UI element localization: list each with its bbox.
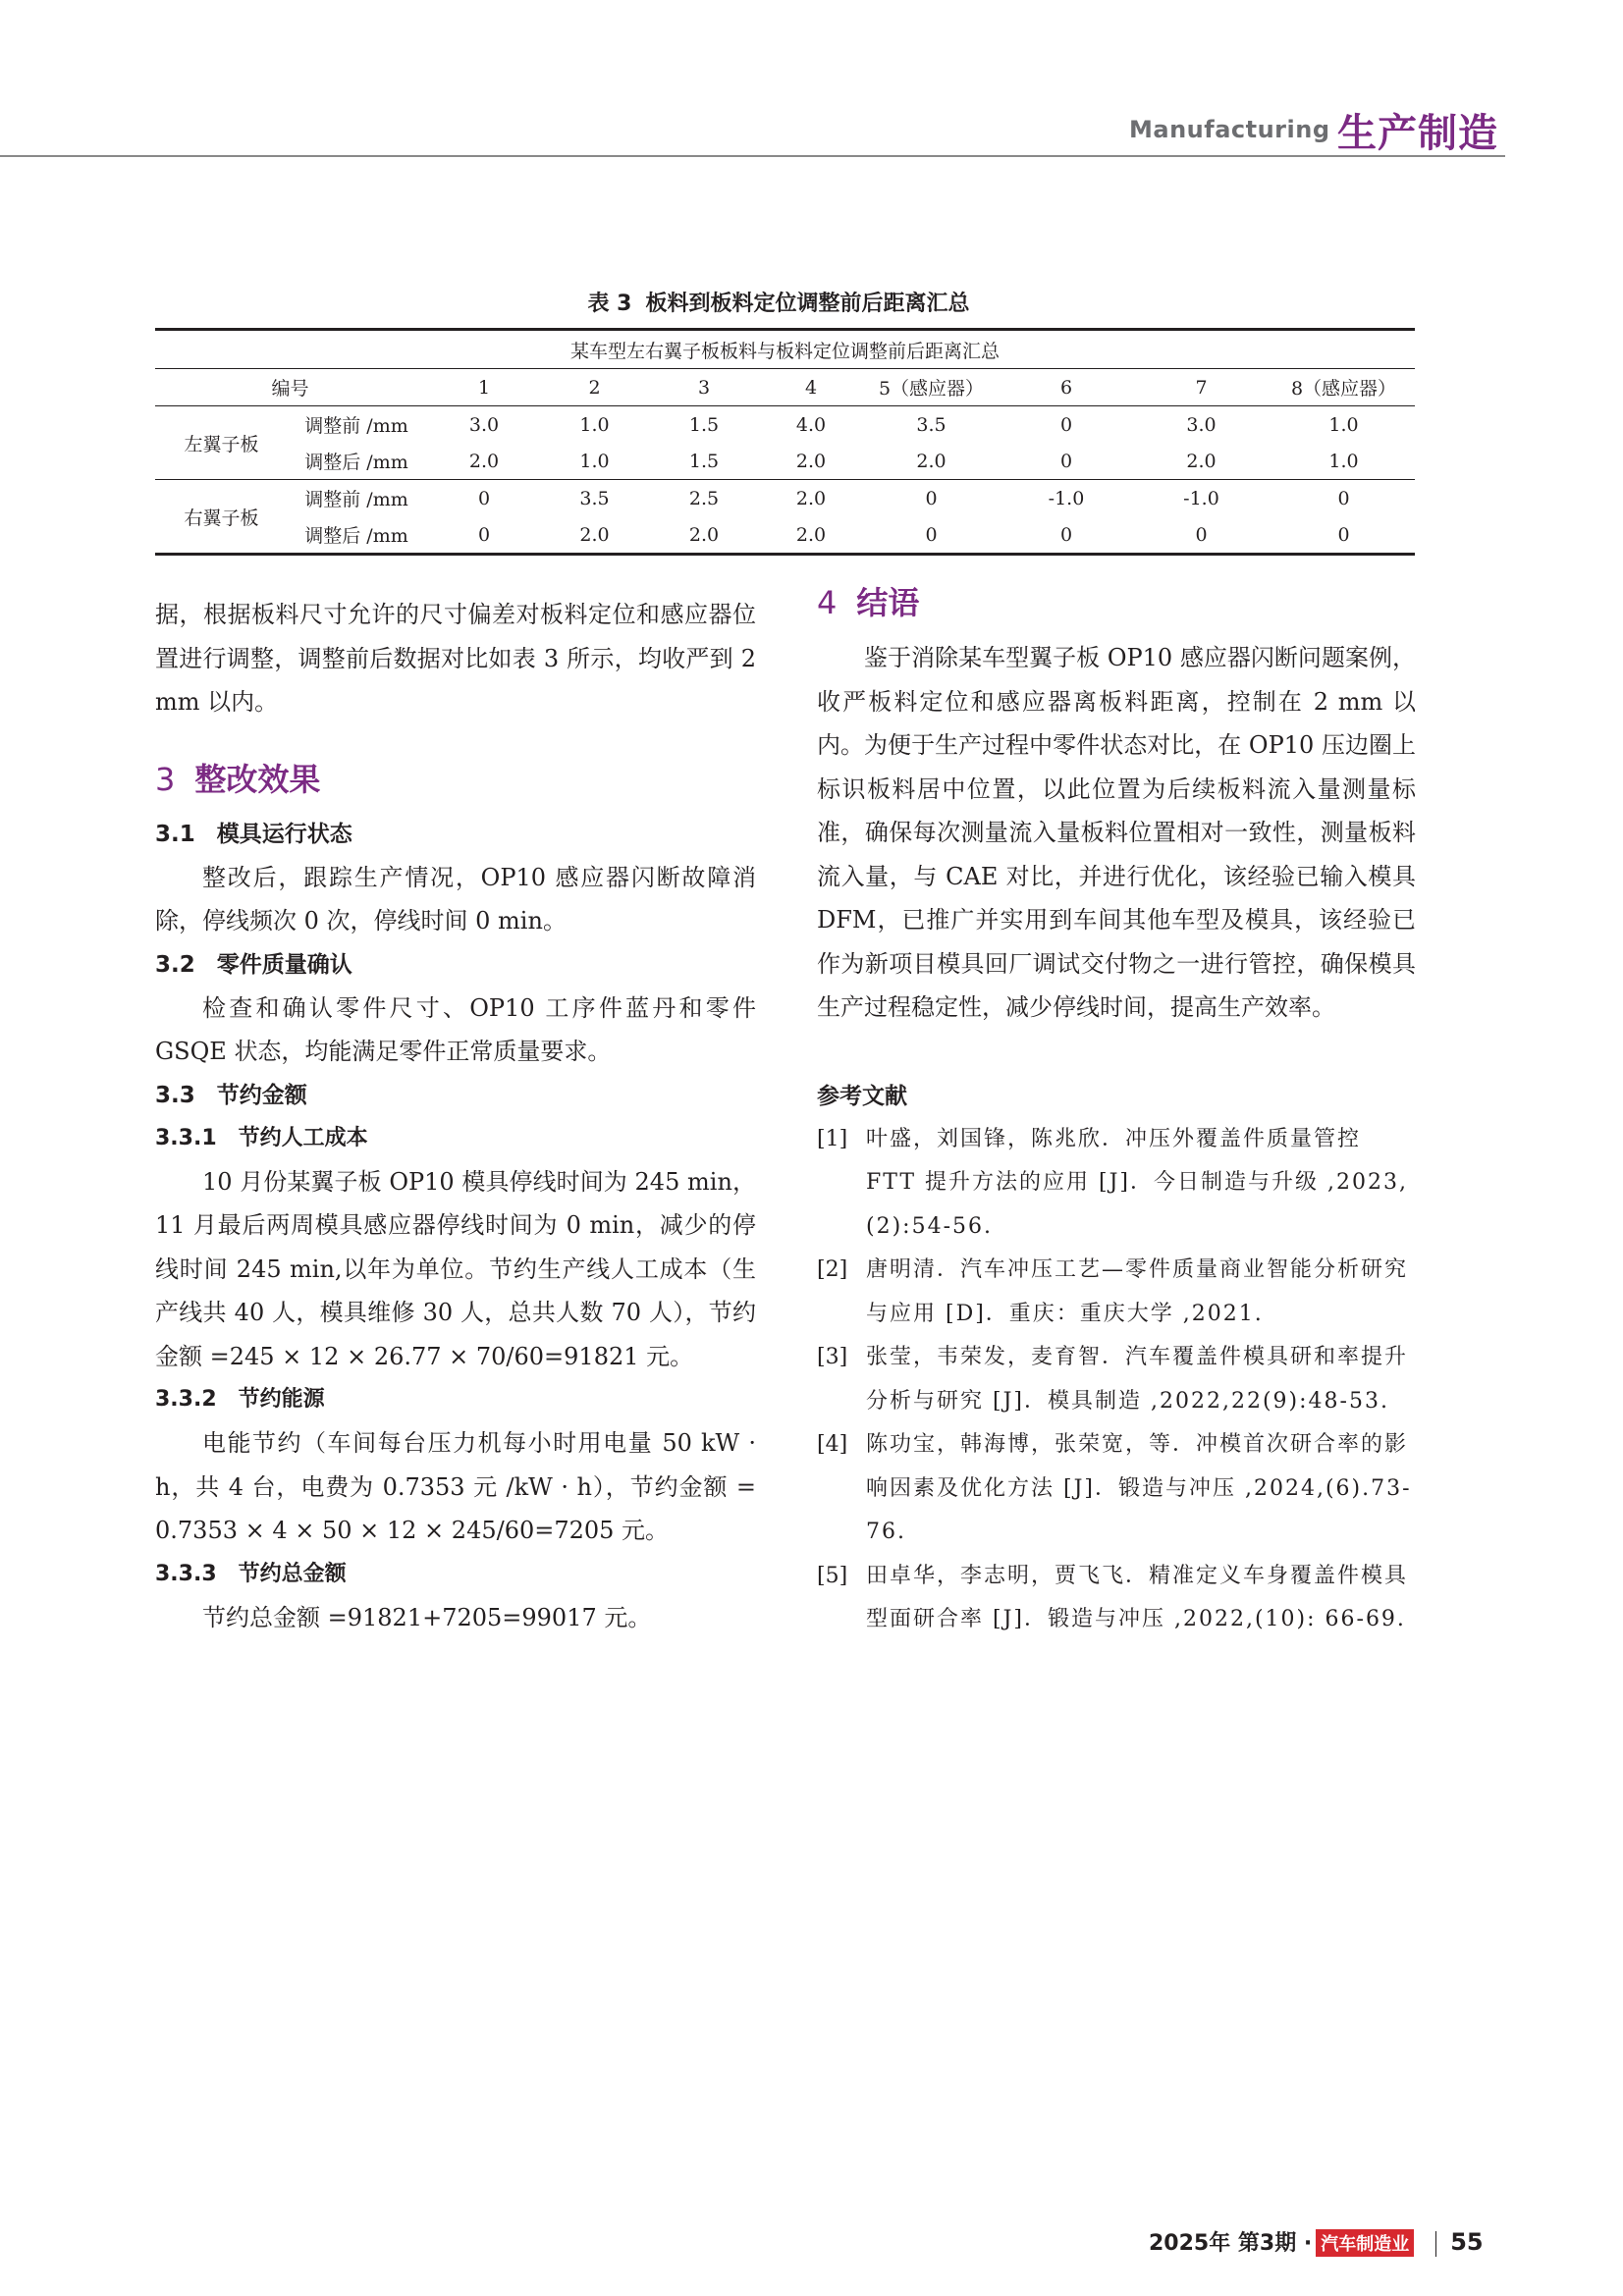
references-heading: 参考文献 [817, 1083, 907, 1109]
subsection-heading: 3.2 零件质量确认 [155, 951, 352, 978]
table-row [155, 480, 1415, 517]
subsection-heading: 3.3 节约金额 [155, 1082, 307, 1108]
section-name-cn: 生产制造 [1337, 111, 1498, 156]
issue-info: 2025年 第3期 · [1149, 2231, 1313, 2256]
table-caption [0, 287, 1571, 317]
subsection-heading: 3.1 模具运行状态 [155, 821, 352, 847]
table-cell: 0 [925, 487, 938, 509]
row-label: 调整后 /mm [288, 443, 425, 480]
table-cell: 1.5 [688, 413, 720, 436]
table-cell: 0 [1059, 413, 1073, 436]
table-cell: 2.0 [1130, 443, 1272, 480]
table-cell: 2.0 [860, 443, 1002, 480]
magazine-logo: 汽车制造业 [1316, 2229, 1414, 2257]
group-label: 左翼子板 [155, 406, 288, 480]
subsubsection-heading: 3.3.3 节约总金额 [155, 1561, 347, 1586]
page-footer [1149, 2226, 1484, 2257]
table-row [155, 443, 1415, 480]
paragraph: 据，根据板料尺寸允许的尺寸偏差对板料定位和感应器位置进行调整，调整前后数据对比如表 3 所示，均收严到 2 mm 以内。 [155, 601, 756, 716]
section-heading: 4 结语 [817, 584, 920, 621]
table-cell: 0 [1337, 487, 1350, 509]
paragraph: 整改后，跟踪生产情况，OP10 感应器闪断故障消除，停线频次 0 次，停线时间 0 min。 [155, 863, 756, 934]
col-header: 5（感应器） [860, 369, 1002, 406]
table-cell: 2.5 [688, 487, 720, 509]
table-span-title-row [155, 330, 1415, 369]
table-row [155, 516, 1415, 555]
left-column [155, 593, 756, 1639]
subsubsection-heading: 3.3.2 节约能源 [155, 1387, 325, 1412]
paragraph: 节约总金额 =91821+7205=99017 元。 [202, 1603, 652, 1631]
group-label: 右翼子板 [155, 480, 288, 555]
col-header: 1 [425, 369, 543, 406]
table-cell: -1.0 [1048, 487, 1085, 509]
footer-divider [1435, 2231, 1436, 2257]
table-cell: -1.0 [1183, 487, 1219, 509]
page-number: 55 [1450, 2228, 1484, 2256]
table-cell: 3.5 [579, 487, 610, 509]
reference-item: [4] 陈功宝，韩海博，张荣宽，等．冲模首次研合率的影响因素及优化方法 [J]．锻造与冲压 ,2024,(6).73-76. [817, 1432, 1412, 1544]
table-cell: 1.0 [543, 443, 646, 480]
table-cell: 3.5 [916, 413, 947, 436]
table-cell: 2.0 [762, 516, 860, 555]
table-cell: 2.0 [425, 443, 543, 480]
row-label: 调整后 /mm [288, 516, 425, 555]
table-cell: 3.0 [468, 413, 500, 436]
table-row [155, 406, 1415, 444]
table-cell: 3.0 [1186, 413, 1217, 436]
paragraph: 电能节约（车间每台压力机每小时用电量 50 kW · h，共 4 台，电费为 0.7353 元 /kW · h），节约金额 = 0.7353 × 4 × 50 × 12 × 245/60=7205 元。 [155, 1429, 756, 1544]
col-header: 6 [1002, 369, 1130, 406]
table-cell: 0 [1272, 516, 1415, 555]
section-heading: 3 整改效果 [155, 760, 321, 798]
col-header: 8（感应器） [1272, 369, 1415, 406]
table-cell: 1.0 [579, 413, 610, 436]
table-cell: 0 [1002, 516, 1130, 555]
col-header: 3 [646, 369, 762, 406]
paragraph: 鉴于消除某车型翼子板 OP10 感应器闪断问题案例，收严板料定位和感应器离板料距离，控制在 2 mm 以内。为便于生产过程中零件状态对比，在 OP10 压边圈上标识板料居中位置，以此位置为后续板料流入量测量标准，确保每次测量流入量板料位置相对一致性，测量板料流入量，与 CAE 对比，并进行优化，该经验已输入模具 DFM，已推广并实用到车间其他车型及模具，该经验已作为新项目模具回厂调试交付物之一进行管控，确保模具生产过程稳定性，减少停线时间，提高生产效率。 [817, 644, 1416, 1021]
col-header: 4 [762, 369, 860, 406]
table-cell: 0 [477, 487, 491, 509]
table-header-row [155, 369, 1415, 406]
table-cell: 0 [860, 516, 1002, 555]
distance-table [155, 328, 1415, 556]
row-label: 调整前 /mm [304, 489, 408, 510]
table-cell: 4.0 [795, 413, 827, 436]
table-cell: 2.0 [795, 487, 827, 509]
paragraph: 检查和确认零件尺寸、OP10 工序件蓝丹和零件 GSQE 状态，均能满足零件正常质量要求。 [155, 993, 756, 1065]
table-cell: 1.0 [1272, 443, 1415, 480]
table-cell: 2.0 [762, 443, 860, 480]
col-header: 2 [543, 369, 646, 406]
header-rule [0, 155, 1505, 157]
row-label: 调整前 /mm [304, 415, 408, 437]
reference-item: [2] 唐明清．汽车冲压工艺—零件质量商业智能分析研究与应用 [D]．重庆：重庆大学 ,2021. [817, 1257, 1409, 1326]
table-cell: 0 [1002, 443, 1130, 480]
table-cell: 0 [425, 516, 543, 555]
col-header: 7 [1130, 369, 1272, 406]
header-label: 编号 [155, 369, 425, 406]
reference-item: [1] 叶盛，刘国锋，陈兆欣．冲压外覆盖件质量管控 FTT 提升方法的应用 [J]．今日制造与升级 ,2023,(2):54-56. [817, 1126, 1408, 1239]
table-cell: 2.0 [543, 516, 646, 555]
table-cell: 1.5 [646, 443, 762, 480]
subsubsection-heading: 3.3.1 节约人工成本 [155, 1125, 368, 1150]
table-title: 板料到板料定位调整前后距离汇总 [645, 292, 970, 316]
table-number: 表 3 [587, 292, 632, 316]
table-cell: 0 [1130, 516, 1272, 555]
table-cell: 2.0 [646, 516, 762, 555]
section-name-en: Manufacturing [1129, 116, 1330, 143]
reference-item: [3] 张莹，韦荣发，麦育智．汽车覆盖件模具研和率提升分析与研究 [J]．模具制造 ,2022,22(9):48-53. [817, 1345, 1409, 1414]
paragraph: 10 月份某翼子板 OP10 模具停线时间为 245 min，11 月最后两周模具感应器停线时间为 0 min，减少的停线时间 245 min,以年为单位。节约生产线人工成本（生产线共 40 人，模具维修 30 人，总共人数 70 人），节约金额 =245 × 12 × 26.77 × 70/60=91821 元。 [155, 1167, 756, 1370]
table-cell: 1.0 [1328, 413, 1359, 436]
reference-item: [5] 田卓华，李志明，贾飞飞．精准定义车身覆盖件模具型面研合率 [J]．锻造与冲压 ,2022,(10): 66-69. [817, 1563, 1409, 1631]
right-column [817, 575, 1416, 1642]
table-span-title: 某车型左右翼子板板料与板料定位调整前后距离汇总 [155, 330, 1415, 369]
